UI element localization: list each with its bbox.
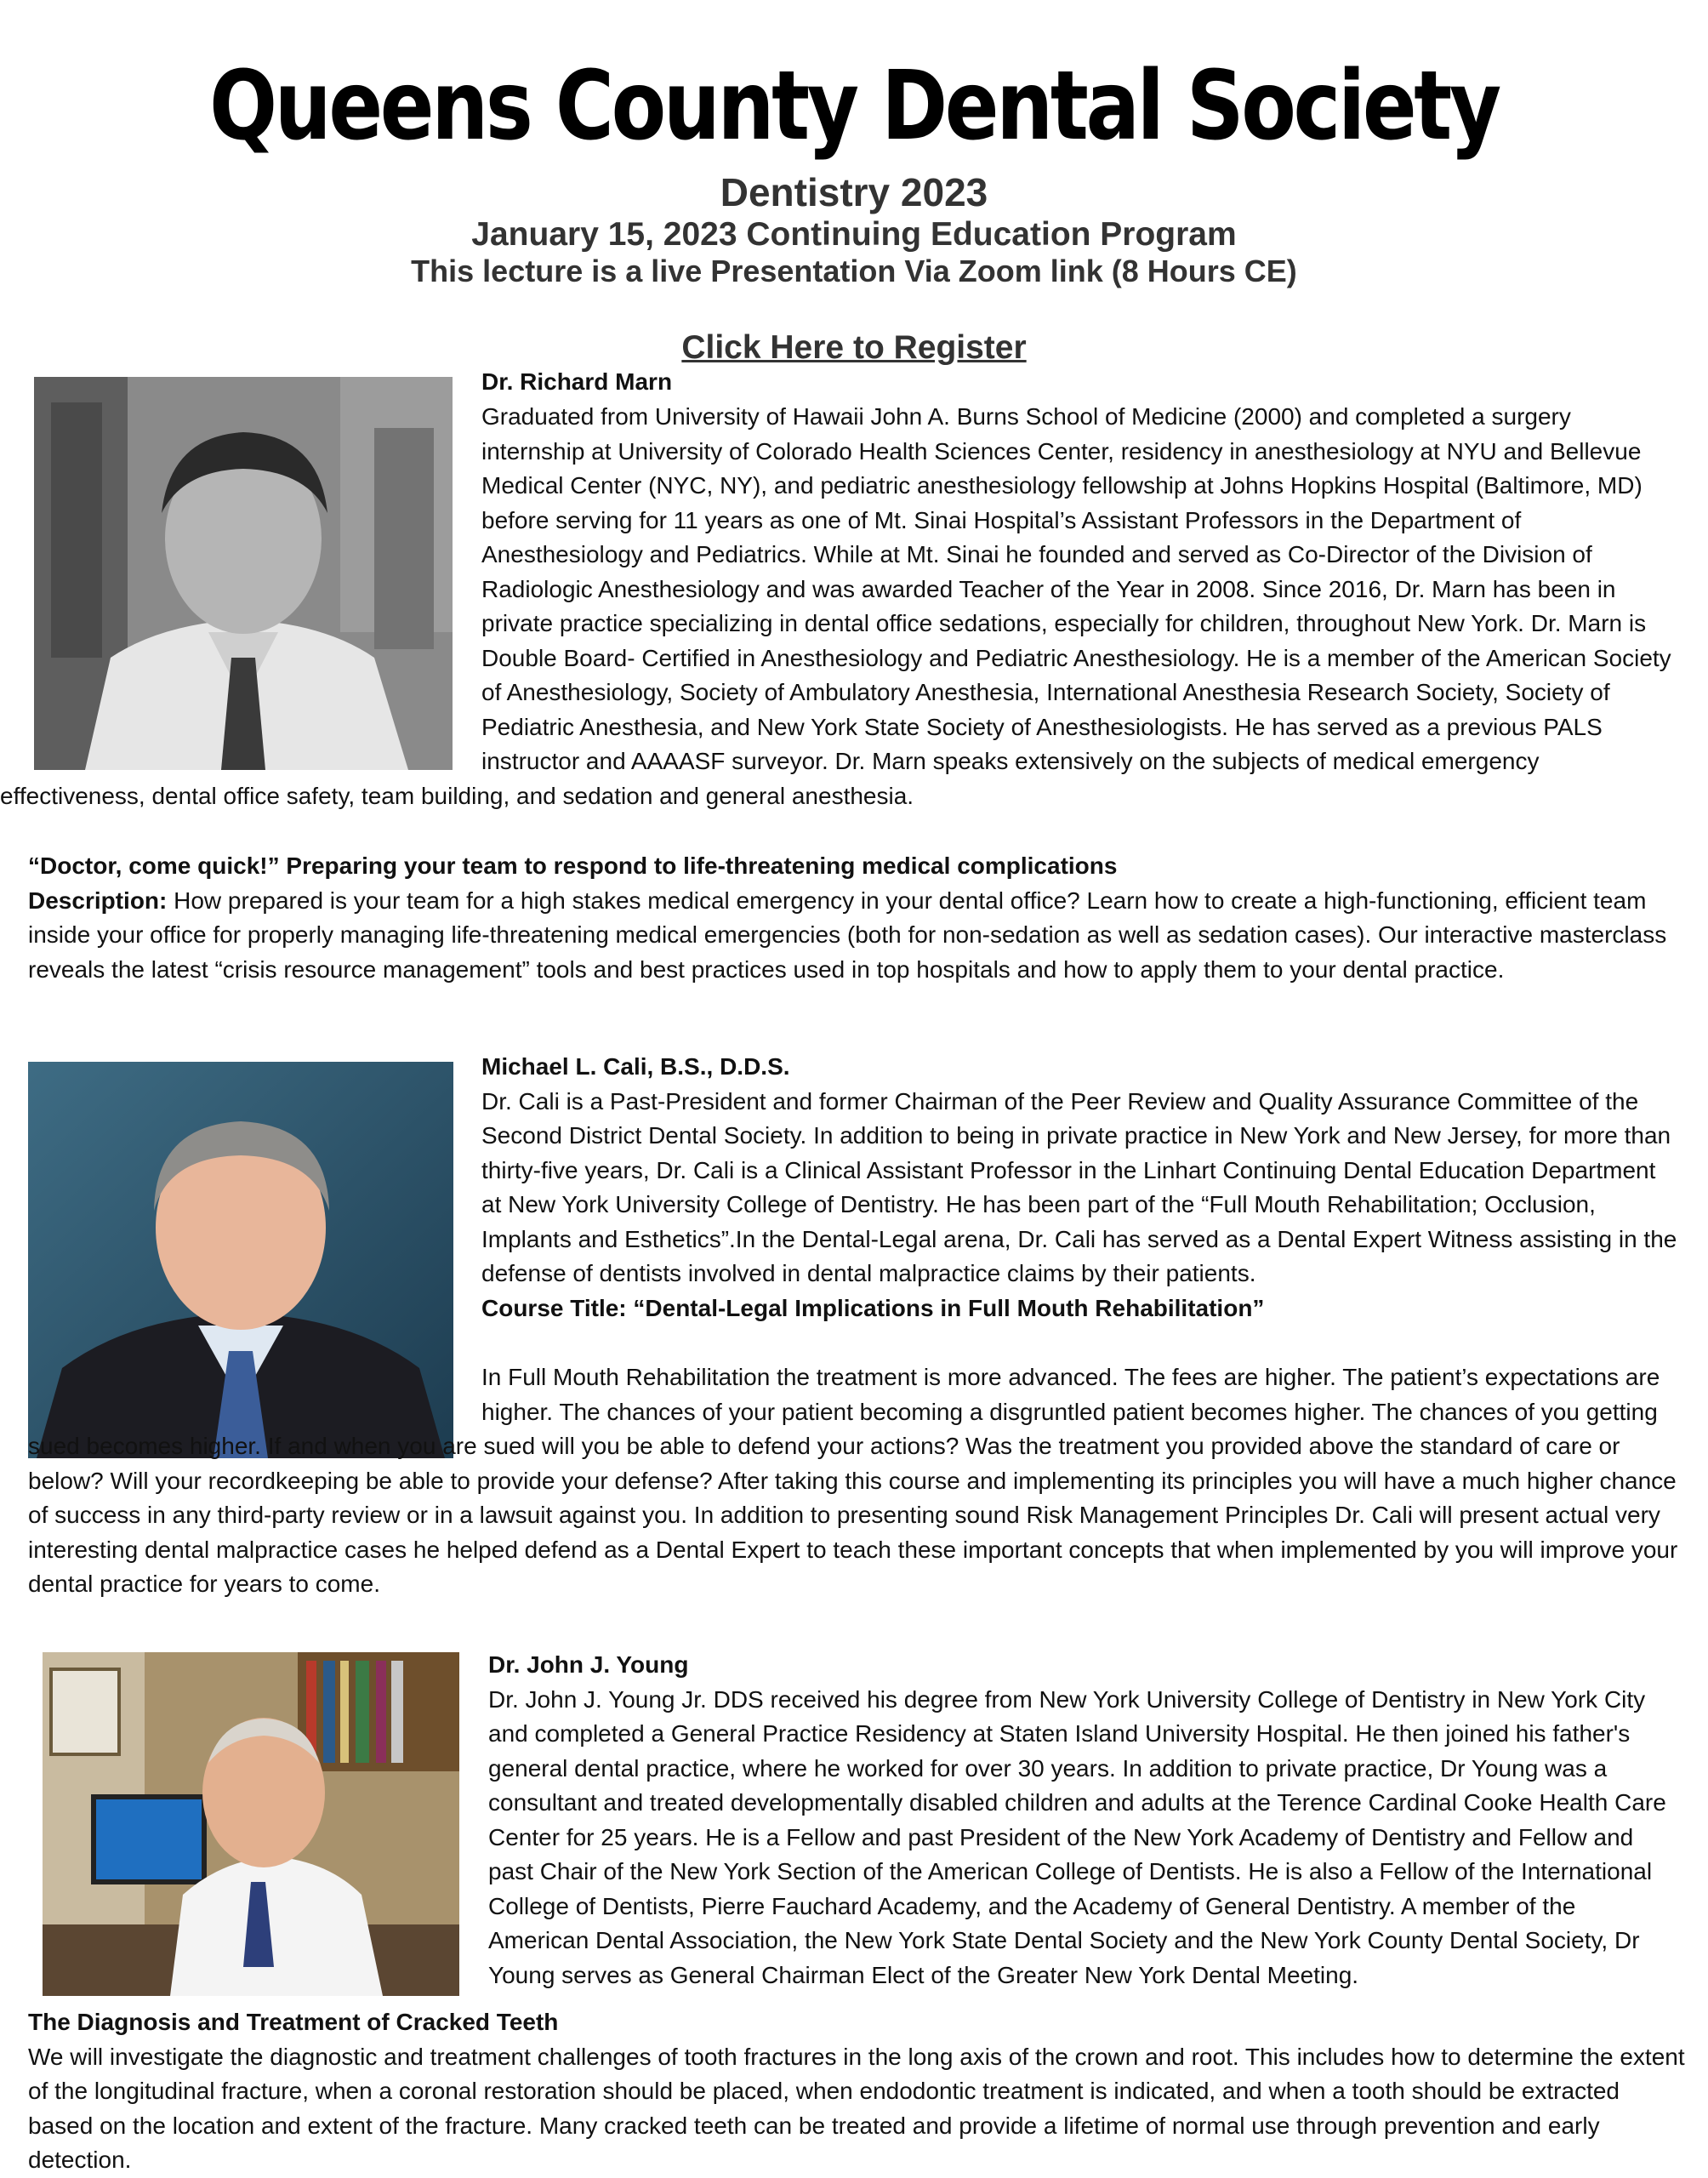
speaker3-name: Dr. John J. Young bbox=[488, 1651, 689, 1678]
speaker3-bio: Dr. John J. Young Jr. DDS received his degree from New York University College of Dentistry in New York City and completed a General Practice Residency at Staten Island University Hospital. He then joined his father's general dental practice, where he worked for over 30 years. In addition to private practice, Dr Young was a consultant and treated developmentally disabled children and adults at the Terence Cardinal Cooke Health Care Center for 25 years. He is a Fellow and past President of the New York Academy of Dentistry and Fellow and past Chair of the New York Section of the American College of Dentists. He is also a Fellow of the International College of Dentists, Pierre Fauchard Academy, and the Academy of General Dentistry. A member of the American Dental Association, the New York State Dental Society and the New York County Dental Society, Dr Young serves as General Chairman Elect of the Greater New York Dental Meeting. bbox=[488, 1685, 1666, 1988]
speaker1-name: Dr. Richard Marn bbox=[481, 368, 673, 395]
speaker1-description bbox=[28, 884, 1687, 988]
speaker3-course-title: The Diagnosis and Treatment of Cracked Teeth bbox=[28, 2009, 559, 2035]
speaker1-bio-block bbox=[0, 400, 1708, 876]
speaker1-course-title: “Doctor, come quick!” Preparing your team to respond to life-threatening medical complications bbox=[28, 852, 1118, 879]
program-format: This lecture is a live Presentation Via Zoom link (8 Hours CE) bbox=[411, 254, 1297, 288]
register-link[interactable]: Click Here to Register bbox=[681, 329, 1027, 366]
description-label: Description: bbox=[28, 887, 168, 914]
speaker2-name: Michael L. Cali, B.S., D.D.S. bbox=[481, 1053, 790, 1080]
speaker2-header bbox=[481, 1050, 1681, 1326]
speaker1-description-text: How prepared is your team for a high stakes medical emergency in your dental office? Learn how to create a high-functioning, efficient team inside your office for properly managing life-threatening medical emergencies (both for non-sedation as well as sedation cases). Our interactive masterclass reveals the latest “crisis resource management” tools and best practices used in top hospitals and how to apply them to your dental practice. bbox=[28, 887, 1667, 983]
speaker1-header bbox=[481, 365, 1681, 400]
speaker1-course bbox=[28, 849, 1687, 987]
speaker2-course-title: Course Title: “Dental-Legal Implications in Full Mouth Rehabilitation” bbox=[481, 1294, 1265, 1321]
speaker3-course bbox=[28, 2005, 1687, 2178]
speaker2-bio: Dr. Cali is a Past-President and former Chairman of the Peer Review and Quality Assurance Committee of the Second District Dental Society. In addition to being in private practice in New York and New Jersey, for more than thirty-five years, Dr. Cali is a Clinical Assistant Professor in the Linhart Continuing Dental Education Department at New York University College of Dentistry. He has been part of the “Full Mouth Rehabilitation; Occlusion, Implants and Esthetics”.In the Dental-Legal arena, Dr. Cali has served as a Dental Expert Witness assisting in the defense of dentists involved in dental malpractice claims by their patients. bbox=[481, 1087, 1677, 1286]
speaker3-course-desc: We will investigate the diagnostic and treatment challenges of tooth fractures in the long axis of the crown and root. This includes how to determine the extent of the longitudinal fracture, when a coronal restoration should be placed, when endodontic treatment is indicated, and when a tooth should be extracted based on the location and extent of the fracture. Many cracked teeth can be treated and provide a lifetime of normal use through prevention and early detection. bbox=[28, 2043, 1685, 2173]
speaker2-course-block bbox=[28, 1360, 1687, 1650]
speaker-photo-young bbox=[43, 1652, 459, 1996]
org-title: Queens County Dental Society bbox=[209, 51, 1499, 162]
speaker3-header bbox=[488, 1648, 1679, 1993]
program-date: January 15, 2023 Continuing Education Program bbox=[471, 216, 1237, 253]
speaker1-bio: Graduated from University of Hawaii John A. Burns School of Medicine (2000) and completed a surgery internship at University of Colorado Health Sciences Center, residency in anesthesiology at NYU and Bellevue Medical Center (NYC, NY), and pediatric anesthesiology fellowship at Johns Hopkins Hospital (Baltimore, MD) before serving for 11 years as one of Mt. Sinai Hospital’s Assistant Professors in the Department of Anesthesiology and Pediatrics. While at Mt. Sinai he founded and served as Co-Director of the Division of Radiologic Anesthesiology and was awarded Teacher of the Year in 2008. Since 2016, Dr. Marn has been in private practice specializing in dental office sedations, especially for children, throughout New York. Dr. Marn is Double Board- Certified in Anesthesiology and Pediatric Anesthesiology. He is a member of the American Society of Anesthesiology, Society of Ambulatory Anesthesia, International Anesthesia Research Society, Society of Pediatric Anesthesia, and New York State Society of Anesthesiologists. He has served as a previous PALS instructor and AAAASF surveyor. Dr. Marn speaks extensively on the subjects of medical emergency effectiveness, dental office safety, team building, and sedation and general anesthesia. bbox=[0, 403, 1671, 809]
speaker2-course-desc: In Full Mouth Rehabilitation the treatment is more advanced. The fees are higher. The patient’s expectations are higher. The chances of your patient becoming a disgruntled patient becomes higher. The chances of you getting sued becomes higher. If and when you are sued will you be able to defend your actions? Was the treatment you provided above the standard of care or below? Will your recordkeeping be able to provide your defense? After taking this course and implementing its principles you will have a much higher chance of success in any third-party review or in a lawsuit against you. In addition to presenting sound Risk Management Principles Dr. Cali will present actual very interesting dental malpractice cases he helped defend as a Dental Expert to teach these important concepts that when implemented by you will improve your dental practice for years to come. bbox=[28, 1364, 1678, 1597]
event-title: Dentistry 2023 bbox=[720, 170, 988, 214]
